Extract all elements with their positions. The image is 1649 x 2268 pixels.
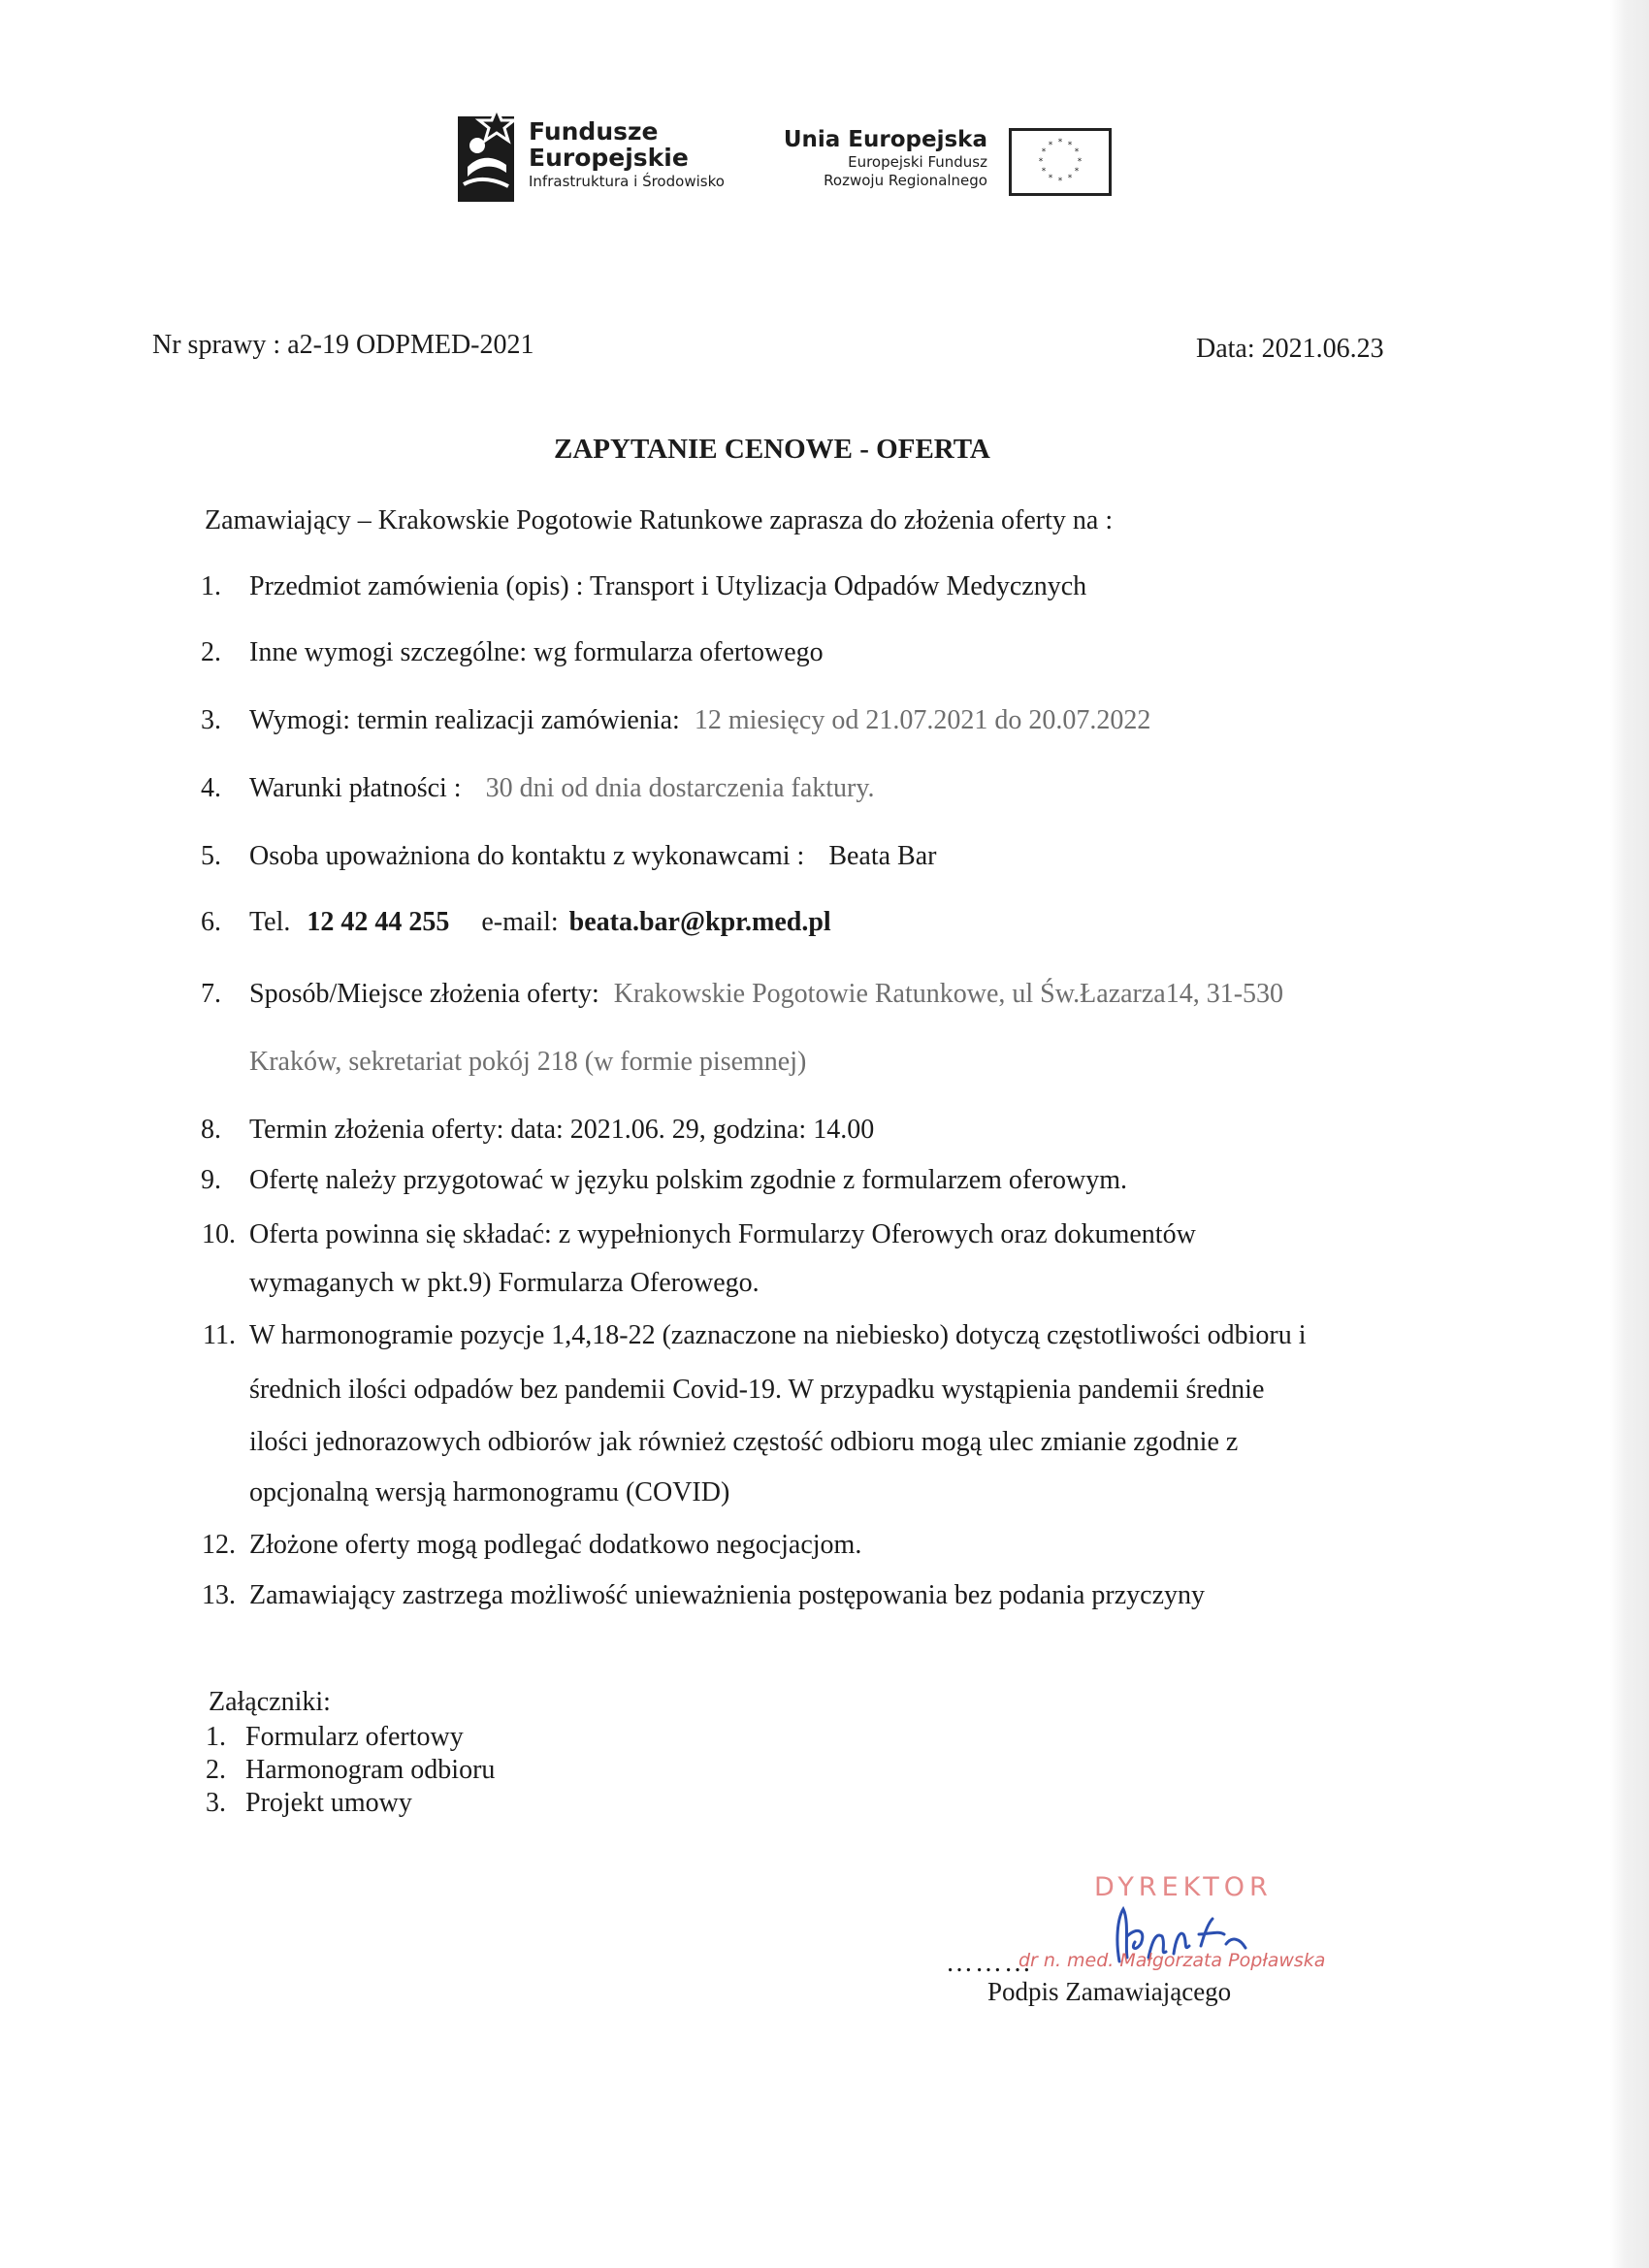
email-label: e-mail:	[481, 907, 559, 937]
ue-line-1: Unia Europejska	[783, 127, 987, 152]
eu-flag-icon	[1009, 128, 1112, 196]
item-number: 4.	[201, 773, 221, 803]
item-label	[249, 840, 936, 873]
item-number: 3.	[201, 705, 221, 735]
scan-edge-shadow	[1610, 0, 1649, 2268]
attachment-number: 2.	[206, 1755, 226, 1785]
item-number: 11.	[203, 1320, 236, 1350]
item-label	[249, 906, 831, 939]
item-text: Zamawiający zastrzega możliwość unieważnienia postępowania bez podania przyczyny	[249, 1580, 1206, 1610]
case-number: Nr sprawy : a2-19 ODPMED-2021	[152, 330, 534, 360]
director-stamp: DYREKTOR	[1094, 1872, 1273, 1902]
item-number: 2.	[201, 637, 221, 667]
item-text-cont: ilości jednorazowych odbiorów jak również częstość odbioru mogą ulec zmianie zgodnie z	[249, 1427, 1239, 1457]
fe-line-3: Infrastruktura i Środowisko	[529, 173, 725, 190]
attachment-number: 3.	[206, 1788, 226, 1818]
contact-label: Osoba upoważniona do kontaktu z wykonawcami :	[249, 841, 805, 871]
fe-line-2: Europejskie	[529, 144, 689, 172]
item-text: Przedmiot zamówienia (opis) : Transport i Utylizacja Odpadów Medycznych	[249, 571, 1087, 601]
payment-value: 30 dni od dnia dostarczenia faktury.	[485, 773, 875, 803]
fundusze-europejskie-logo-icon	[458, 109, 516, 202]
item-number: 10.	[202, 1219, 236, 1249]
attachment-item: Formularz ofertowy	[245, 1722, 464, 1752]
requirements-label: Wymogi: termin realizacji zamówienia:	[249, 705, 680, 735]
svg-text:*: *	[1067, 174, 1073, 183]
item-number: 8.	[201, 1115, 221, 1145]
ue-line-2: Europejski Fundusz	[848, 153, 987, 171]
svg-text:*: *	[1057, 138, 1063, 147]
svg-text:*: *	[1038, 157, 1044, 167]
item-number: 9.	[201, 1165, 221, 1195]
phone-label: Tel.	[249, 907, 291, 937]
item-text-cont: średnich ilości odpadów bez pandemii Covid-19. W przypadku wystąpienia pandemii średnie	[249, 1375, 1265, 1405]
item-number: 6.	[201, 907, 221, 937]
svg-text:*: *	[1048, 174, 1053, 183]
svg-text:*: *	[1041, 167, 1047, 177]
svg-text:*: *	[1048, 141, 1053, 150]
item-text: Oferta powinna się składać: z wypełnionych Formularzy Oferowych oraz dokumentów	[249, 1219, 1196, 1249]
unia-europejska-label	[776, 126, 987, 190]
item-text: Termin złożenia oferty: data: 2021.06. 29, godzina: 14.00	[249, 1115, 875, 1145]
attachment-item: Projekt umowy	[245, 1788, 412, 1818]
item-label	[249, 704, 1150, 737]
item-text: Złożone oferty mogą podlegać dodatkowo negocjacjom.	[249, 1530, 862, 1560]
submission-address-cont: Kraków, sekretariat pokój 218 (w formie pisemnej)	[249, 1047, 807, 1077]
item-text: Ofertę należy przygotować w języku polskim zgodnie z formularzem oferowym.	[249, 1165, 1127, 1195]
item-text: W harmonogramie pozycje 1,4,18-22 (zaznaczone na niebiesko) dotyczą częstotliwości odbioru i	[249, 1320, 1307, 1350]
item-label	[249, 772, 875, 805]
document-title: ZAPYTANIE CENOWE - OFERTA	[554, 434, 990, 465]
fundusze-europejskie-label	[529, 118, 725, 192]
svg-text:*: *	[1057, 177, 1063, 186]
intro-text: Zamawiający – Krakowskie Pogotowie Ratunkowe zaprasza do złożenia oferty na :	[205, 505, 1114, 535]
submission-address: Krakowskie Pogotowie Ratunkowe, ul Św.Łazarza14, 31-530	[613, 979, 1284, 1009]
item-number: 7.	[201, 979, 221, 1009]
fe-line-1: Fundusze	[529, 117, 659, 146]
submission-label: Sposób/Miejsce złożenia oferty:	[249, 979, 599, 1009]
item-text: Inne wymogi szczególne: wg formularza ofertowego	[249, 637, 824, 667]
item-number: 13.	[202, 1580, 236, 1610]
item-text-cont: opcjonalną wersją harmonogramu (COVID)	[249, 1477, 730, 1507]
svg-text:*: *	[1041, 147, 1047, 157]
requirements-value: 12 miesięcy od 21.07.2021 do 20.07.2022	[694, 705, 1151, 735]
item-number: 5.	[201, 841, 221, 871]
director-name-stamp: dr n. med. Małgorzata Popławska	[1018, 1950, 1326, 1971]
signature-caption: Podpis Zamawiającego	[987, 1977, 1232, 2006]
svg-text:*: *	[1074, 147, 1080, 157]
attachments-label: Załączniki:	[209, 1687, 331, 1717]
signature-dots: ………	[946, 1948, 1033, 1978]
email-address: beata.bar@kpr.med.pl	[568, 907, 831, 937]
item-text-cont: wymaganych w pkt.9) Formularza Oferowego.	[249, 1268, 760, 1298]
attachment-number: 1.	[206, 1722, 226, 1752]
svg-text:*: *	[1067, 141, 1073, 150]
contact-person: Beata Bar	[828, 841, 937, 871]
phone-number: 12 42 44 255	[307, 907, 450, 937]
item-label	[249, 978, 1283, 1011]
svg-text:*: *	[1074, 167, 1080, 177]
eu-stars-icon	[1012, 131, 1109, 193]
svg-text:*: *	[1077, 157, 1083, 167]
payment-label: Warunki płatności :	[249, 773, 462, 803]
attachment-item: Harmonogram odbioru	[245, 1755, 496, 1785]
ue-line-3: Rozwoju Regionalnego	[824, 172, 987, 189]
item-number: 12.	[202, 1530, 236, 1560]
item-number: 1.	[201, 571, 221, 601]
document-date: Data: 2021.06.23	[1196, 334, 1384, 364]
